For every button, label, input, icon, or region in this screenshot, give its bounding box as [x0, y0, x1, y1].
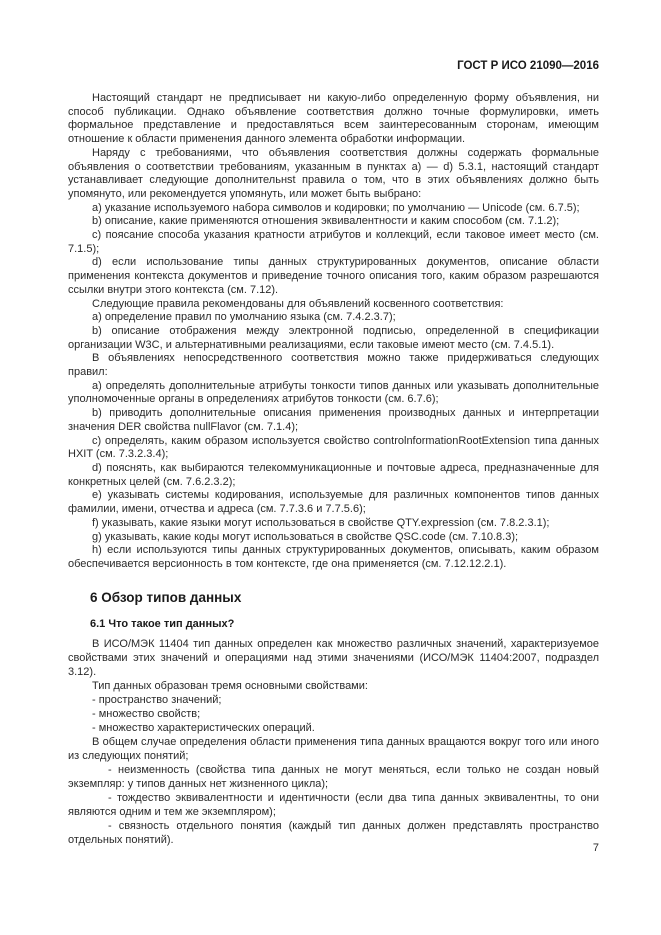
paragraph: В общем случае определения области применения типа данных вращаются вокруг того или иного из следующих понятий;	[68, 736, 599, 762]
intro-text	[68, 92, 599, 572]
list-item: b) приводить дополнительные описания применения производных данных и интерпретации значения DER свойства nullFlavor (см. 7.1.4);	[68, 407, 599, 433]
page-number: 7	[592, 842, 599, 854]
list-item: - множество свойств;	[92, 708, 201, 720]
paragraph: В ИСО/МЭК 11404 тип данных определен как множество различных значений, характеризуемое свойствами этих значений и операциями над этими значениями (ИСО/МЭК 11404:2007, подраздел 3.12).	[68, 638, 599, 678]
paragraph: Следующие правила рекомендованы для объявлений косвенного соответствия:	[92, 297, 504, 310]
paragraph: Настоящий стандарт не предписывает ни какую-либо определенную форму объявления, ни способ публикации. Однако объявление соответствия должно точные формулировки, иметь формальное представление и предоставляться всем заинтересованным сторонам, имеющим отношение к области применения данного элемента обработки информации.	[68, 92, 599, 146]
list-item: - множество характеристических операций.	[92, 722, 315, 734]
list-item: g) указывать, какие коды могут использоваться в свойстве QSC.code (см. 7.10.8.3);	[92, 530, 519, 543]
list-item: d) если использование типы данных структурированных документов, описание области применения контекста документов и приведение точного описания того, каким образом разрешаются ссылки внутри этого контекста (см. 7.12).	[68, 256, 599, 296]
list-item: - неизменность (свойства типа данных не могут меняться, если только не создан новый экземпляр: у типов данных нет жизненного цикла);	[68, 764, 599, 790]
paragraph: В объявлениях непосредственного соответствия можно также придерживаться следующих правил:	[68, 352, 599, 379]
document-header: ГОСТ Р ИСО 21090—2016	[457, 60, 599, 72]
section-heading: 6 Обзор типов данных	[90, 590, 242, 605]
list-item: с) определять, каким образом используется свойство controlnformationRootExtension типа данных HXIT (см. 7.3.2.3.4);	[68, 434, 599, 461]
list-item: d) пояснять, как выбираются телекоммуникационные и почтовые адреса, предназначенные для конкретных целей (см. 7.6.2.3.2);	[68, 461, 599, 488]
list-item: f) указывать, какие языки могут использоваться в свойстве QTY.expression (см. 7.8.2.3.1);	[92, 516, 550, 529]
list-item: с) поясание способа указания кратности атрибутов и коллекций, если таковое имеет место (см. 7.1.5);	[68, 229, 599, 255]
list-item: b) описание отображения между электронной подписью, определенной в спецификации организации W3C, и альтернативными реализациями, если таковые имеют место (см. 7.4.5.1).	[68, 324, 599, 351]
list-item: е) указывать системы кодирования, используемые для различных компонентов типов данных фамилии, имени, отчества и адреса (см. 7.7.3.6 и 7.7.5.6);	[68, 489, 599, 516]
list-item: h) если используются типы данных структурированных документов, описывать, каким образом обеспечивается версионность в том контексте, где она применяется (см. 7.12.12.2.1).	[68, 544, 599, 570]
paragraph: Тип данных образован тремя основными свойствами:	[92, 680, 368, 692]
list-item: b) описание, какие применяются отношения эквивалентности и каким способом (см. 7.1.2);	[92, 215, 560, 228]
list-item: - пространство значений;	[92, 694, 222, 706]
list-item: - связность отдельного понятия (каждый тип данных должен представлять пространство отдельных понятий).	[68, 820, 599, 846]
paragraph: Наряду с требованиями, что объявления соответствия должны содержать формальные объявления о соответствии требованиям, указанным в пунктах а) — d) 5.3.1, настоящий стандарт устанавливает следующие дополнительнst правила о том, что в этих объявлениях должно быть упомянуто, или рекомендуется упомянуть, или может быть выбрано:	[68, 146, 599, 200]
subsection-heading: 6.1 Что такое тип данных?	[90, 618, 235, 630]
list-item: а) указание используемого набора символов и кодировки; по умолчанию — Unicode (см. 6.7.5);	[92, 201, 580, 214]
list-item: а) определение правил по умолчанию языка (см. 7.4.2.3.7);	[92, 311, 396, 324]
section-text	[68, 637, 599, 847]
list-item: а) определять дополнительные атрибуты тонкости типов данных или указывать дополнительные уполномоченные органы в определениях атрибутов тонкости (см. 6.7.6);	[68, 379, 599, 406]
list-item: - тождество эквивалентности и идентичности (если два типа данных эквивалентны, то они являются одним и тем же экземпляром);	[68, 792, 599, 818]
